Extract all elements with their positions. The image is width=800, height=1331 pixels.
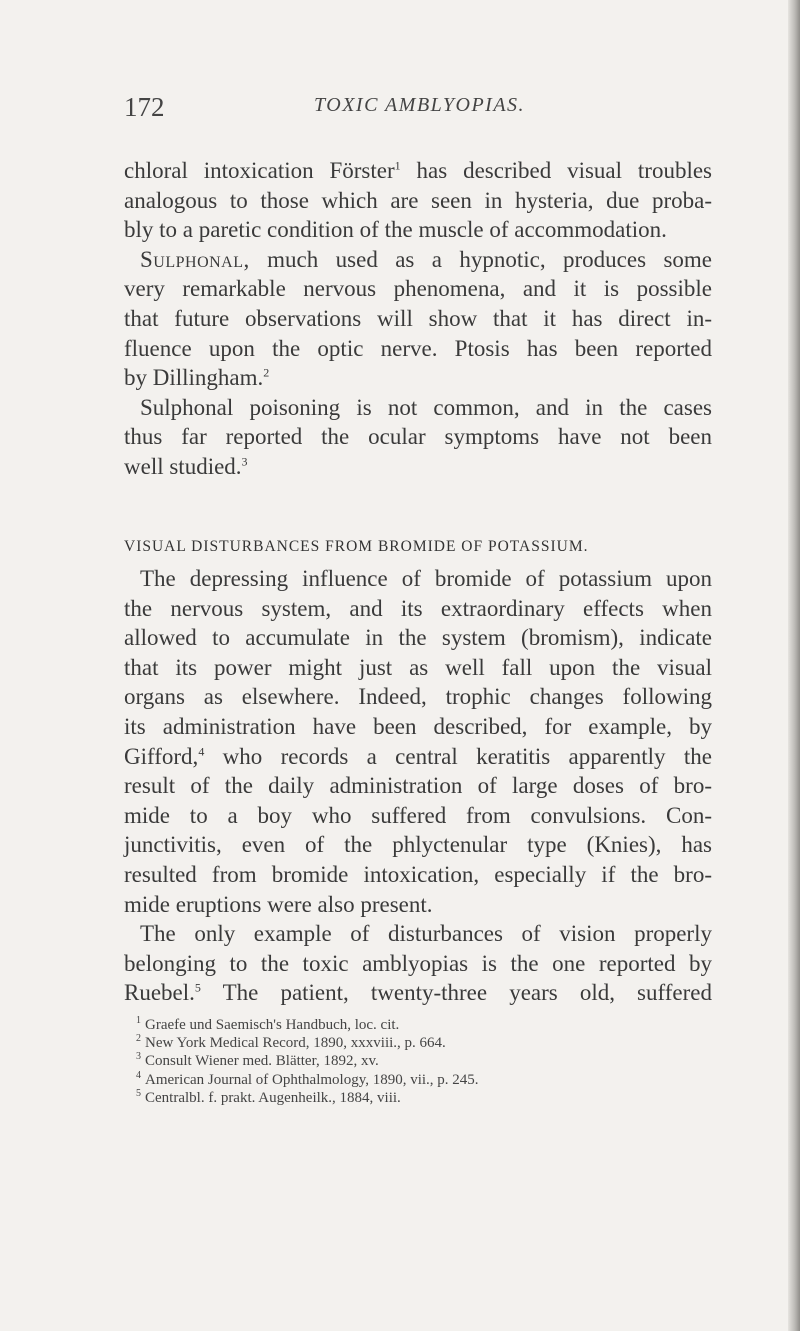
paragraph-bromide bbox=[124, 564, 712, 919]
text-line: very remarkable nervous phenomena, and it is possible bbox=[124, 276, 712, 302]
paragraph-sulphonal-poisoning bbox=[124, 393, 712, 482]
text-line: The only example of disturbances of vision properly bbox=[140, 921, 712, 946]
drug-name: Sulphonal, bbox=[140, 246, 250, 272]
text-line: chloral intoxication Förster$^1$ has described visual troubles bbox=[124, 158, 712, 183]
paragraph-ruebel bbox=[124, 919, 712, 1008]
text-line: fluence upon the optic nerve. Ptosis has been reported bbox=[124, 335, 712, 361]
text-line: junctivitis, even of the phlyctenular type (Knies), has bbox=[124, 832, 712, 858]
text-line: bly to a paretic condition of the muscle of accommodation. bbox=[124, 217, 667, 243]
page-number: 172 bbox=[124, 92, 165, 122]
text-line: The depressing influence of bromide of potassium upon bbox=[140, 566, 712, 591]
text-line: the nervous system, and its extraordinary effects when bbox=[124, 595, 712, 621]
text-line: allowed to accumulate in the system (bromism), indicate bbox=[124, 625, 712, 651]
text-line: resulted from bromide intoxication, especially if the bro- bbox=[124, 861, 712, 887]
running-head: TOXIC AMBLYOPIAS. bbox=[314, 94, 526, 116]
text-line: mide to a boy who suffered from convulsions. Con- bbox=[124, 802, 712, 828]
footnote: $^1$ Graefe und Saemisch's Handbuch, loc. cit. bbox=[136, 1015, 400, 1033]
text-line: result of the daily administration of large doses of bro- bbox=[124, 773, 712, 799]
footnote: $^3$ Consult Wiener med. Blätter, 1892, xv. bbox=[136, 1051, 379, 1070]
text-line: Gifford,$^4$ who records a central keratitis apparently the bbox=[124, 743, 712, 769]
footnote-ref: 3 bbox=[241, 454, 248, 469]
text-line: thus far reported the ocular symptoms have not been bbox=[124, 424, 712, 450]
footnote-ref: 5 bbox=[194, 980, 201, 995]
footnote-ref: 2 bbox=[263, 365, 270, 380]
text-line: analogous to those which are seen in hysteria, due proba- bbox=[124, 187, 712, 213]
footnote: $^5$ Centralbl. f. prakt. Augenheilk., 1884, viii. bbox=[136, 1087, 401, 1106]
text-line: that its power might just as well fall upon the visual bbox=[124, 654, 712, 680]
text-line: Sulphonal poisoning is not common, and in the cases bbox=[140, 394, 712, 420]
footnote: $^4$ American Journal of Ophthalmology, 1890, vii., p. 245. bbox=[136, 1069, 479, 1088]
text-line: that future observations will show that it has direct in- bbox=[124, 305, 712, 331]
text-line: organs as elsewhere. Indeed, trophic changes following bbox=[124, 684, 712, 710]
section-heading: VISUAL DISTURBANCES FROM BROMIDE OF POTASSIUM. bbox=[124, 538, 589, 555]
paragraph-chloral bbox=[124, 156, 712, 245]
book-page-edge bbox=[788, 0, 800, 1331]
text-line: mide eruptions were also present. bbox=[124, 891, 433, 917]
text-line: Ruebel.$^5$ The patient, twenty-three years old, suffered bbox=[124, 980, 712, 1006]
footnote-ref: 1 bbox=[394, 158, 401, 173]
text-line: well studied.$^3$ bbox=[124, 453, 248, 479]
footnotes bbox=[136, 1016, 696, 1107]
footnote: $^2$ New York Medical Record, 1890, xxxviii., p. 664. bbox=[136, 1033, 446, 1052]
text-line: its administration have been described, for example, by bbox=[124, 713, 712, 739]
text-line: Sulphonal, much used as a hypnotic, produces some bbox=[140, 246, 712, 272]
footnote-ref: 4 bbox=[198, 743, 205, 758]
page-header bbox=[124, 92, 684, 122]
text-line: by Dillingham.$^2$ bbox=[124, 365, 270, 391]
paragraph-sulphonal bbox=[124, 245, 712, 393]
text-line: belonging to the toxic amblyopias is the one reported by bbox=[124, 950, 712, 976]
